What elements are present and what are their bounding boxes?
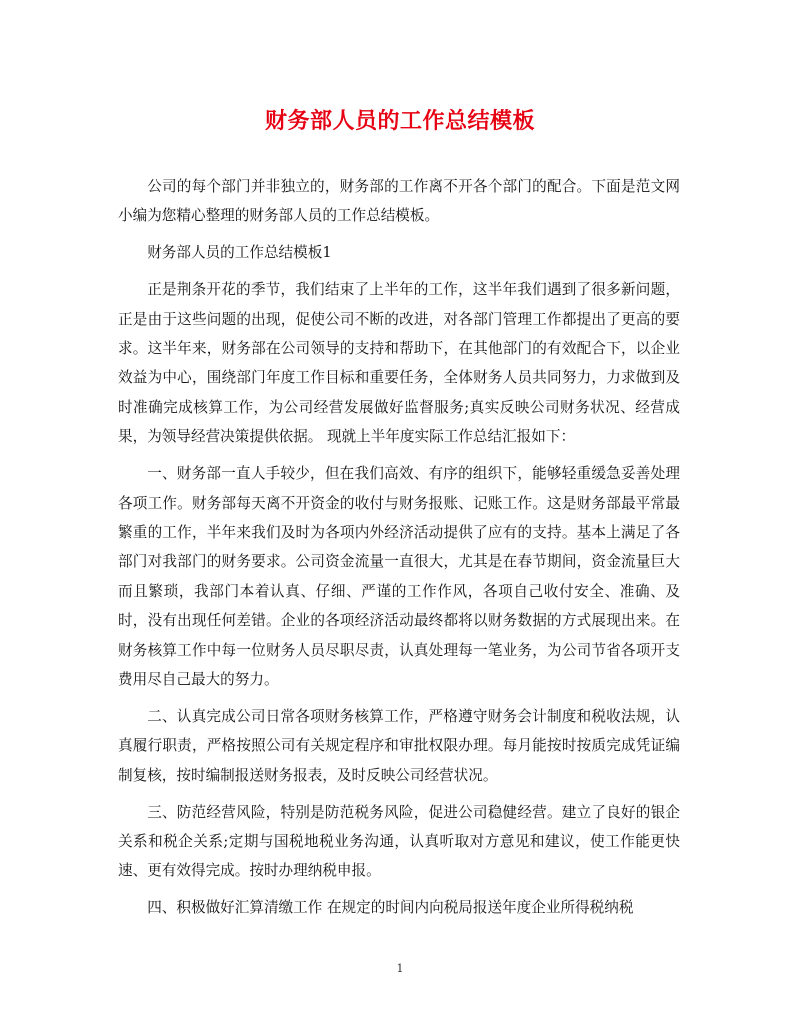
body-paragraph: 一、财务部一直人手较少，但在我们高效、有序的组织下，能够轻重缓急妥善处理各项工作。财务部每天离不开资金的收付与财务报账、记账工作。这是财务部最平常最繁重的工作，半年来我们及时为各项内外经济活动提供了应有的支持。基本上满足了各部门对我部门的财务要求。公司资金流量一直很大，尤其是在春节期间，资金流量巨大而且繁琐，我部门本着认真、仔细、严谨的工作作风，各项自己收付安全、准确、及时，没有出现任何差错。企业的各项经济活动最终都将以财务数据的方式展现出来。在财务核算工作中每一位财务人员尽职尽责，认真处理每一笔业务，为公司节省各项开支费用尽自己最大的努力。: [118, 465, 680, 688]
body-paragraph: 四、积极做好汇算清缴工作 在规定的时间内向税局报送年度企业所得税纳税: [147, 899, 634, 917]
intro-paragraph: 公司的每个部门并非独立的，财务部的工作离不开各个部门的配合。下面是范文网小编为您精心整理的财务部人员的工作总结模板。: [118, 178, 680, 225]
section-heading: 财务部人员的工作总结模板1: [147, 244, 332, 262]
body-paragraph: 三、防范经营风险，特别是防范税务风险，促进公司稳健经营。建立了良好的银企关系和税企关系;定期与国税地税业务沟通，认真听取对方意见和建议，使工作能更快速、更有效得完成。按时办理纳税申报。: [118, 803, 680, 880]
page-number: 1: [396, 962, 404, 975]
body-paragraph: 二、认真完成公司日常各项财务核算工作，严格遵守财务会计制度和税收法规，认真履行职责，严格按照公司有关规定程序和审批权限办理。每月能按时按质完成凭证编制复核，按时编制报送财务报表，及时反映公司经营状况。: [118, 707, 680, 784]
document-body: [118, 172, 680, 930]
document-title: 财务部人员的工作总结模板: [264, 108, 535, 134]
body-paragraph: 正是荆条开花的季节，我们结束了上半年的工作，这半年我们遇到了很多新问题，正是由于这些问题的出现，促使公司不断的改进，对各部门管理工作都提出了更高的要求。这半年来，财务部在公司领导的支持和帮助下，在其他部门的有效配合下，以企业效益为中心，围绕部门年度工作目标和重要任务，全体财务人员共同努力，力求做到及时准确完成核算工作，为公司经营发展做好监督服务;真实反映公司财务状况、经营成果，为领导经营决策提供依据。 现就上半年度实际工作总结汇报如下：: [118, 281, 680, 446]
